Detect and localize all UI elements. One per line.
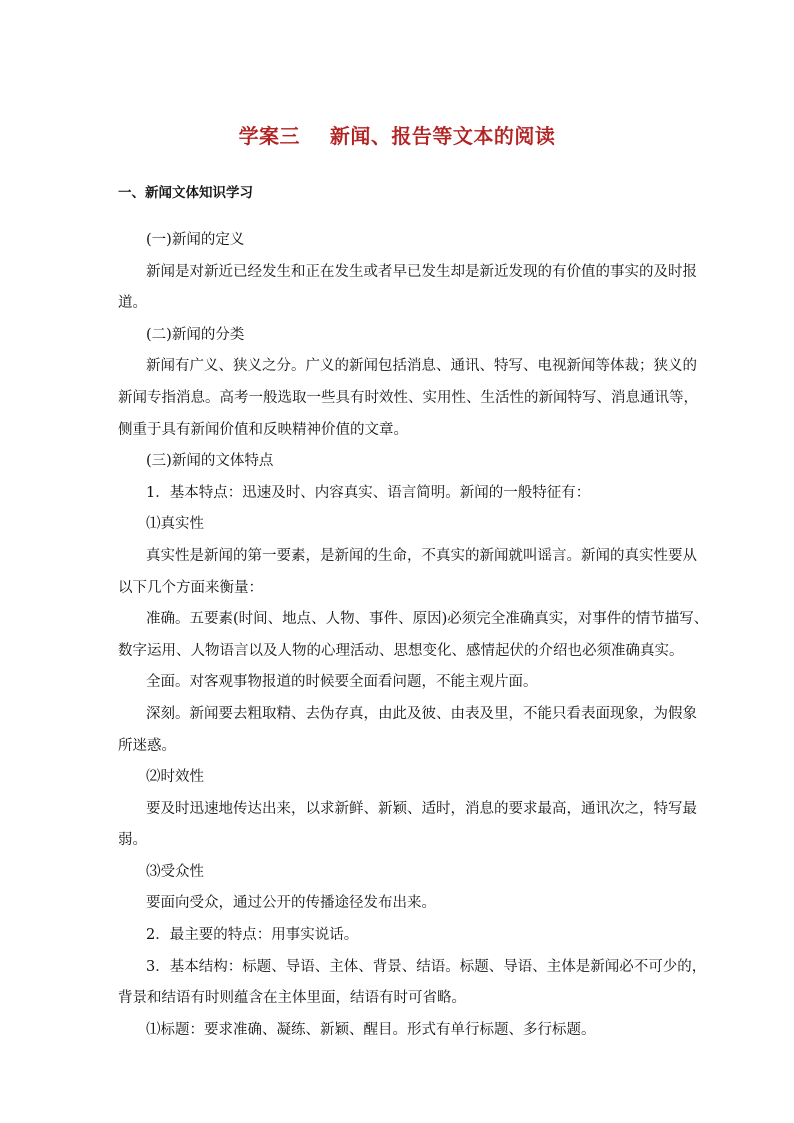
paragraph-line: 2．最主要的特点：用事实说话。 [146,927,359,944]
paragraph-line: 新闻专指消息。高考一般选取一些具有时效性、实用性、生活性的新闻特写、消息通讯等， [118,389,698,406]
paragraph-line: (二)新闻的分类 [146,326,245,343]
paragraph-line: 新闻是对新近已经发生和正在发生或者早已发生却是新近发现的有价值的事实的及时报 [146,263,697,280]
section-heading: 一、新闻文体知识学习 [118,185,253,201]
paragraph-line: (三)新闻的文体特点 [146,453,274,470]
paragraph-line: 要及时迅速地传达出来，以求新鲜、新颖、适时，消息的要求最高，通讯次之，特写最 [146,800,697,817]
paragraph-line: 数字运用、人物语言以及人物的心理活动、思想变化、感情起伏的介绍也必须准确真实。 [118,642,684,659]
paragraph-line: ⑵时效性 [146,769,204,786]
paragraph-line: 侧重于具有新闻价值和反映精神价值的文章。 [118,421,408,438]
paragraph-line: 3．基本结构：标题、导语、主体、背景、结语。标题、导语、主体是新闻必不可少的， [146,958,707,975]
paragraph-line: ⑴真实性 [146,516,204,533]
paragraph-line: 弱。 [118,832,147,849]
paragraph-line: 准确。五要素(时间、地点、人物、事件、原因)必须完全准确真实，对事件的情节描写、 [146,611,709,628]
paragraph-line: 新闻有广义、狭义之分。广义的新闻包括消息、通讯、特写、电视新闻等体裁；狭义的 [146,358,697,375]
paragraph-line: 真实性是新闻的第一要素，是新闻的生命，不真实的新闻就叫谣言。新闻的真实性要从 [146,547,697,564]
paragraph-line: 背景和结语有时则蕴含在主体里面，结语有时可省略。 [118,990,466,1007]
paragraph-line: (一)新闻的定义 [146,232,245,248]
paragraph-line: 要面向受众，通过公开的传播途径发布出来。 [146,895,436,912]
page-title: 学案三 新闻、报告等文本的阅读 [238,124,556,148]
paragraph-line: ⑶受众性 [146,863,204,880]
paragraph-line: 道。 [118,295,147,312]
paragraph-line: 1．基本特点：迅速及时、内容真实、语言简明。新闻的一般特征有： [146,484,591,501]
paragraph-line: 全面。对客观事物报道的时候要全面看问题，不能主观片面。 [146,674,538,691]
paragraph-line: ⑴标题：要求准确、凝练、新颖、醒目。形式有单行标题、多行标题。 [146,1021,596,1038]
body-text [118,225,709,1046]
paragraph-line: 以下几个方面来衡量： [118,579,263,596]
paragraph-line: 深刻。新闻要去粗取精、去伪存真，由此及彼、由表及里，不能只看表面现象，为假象 [146,705,697,722]
paragraph-line: 所迷惑。 [118,737,176,754]
